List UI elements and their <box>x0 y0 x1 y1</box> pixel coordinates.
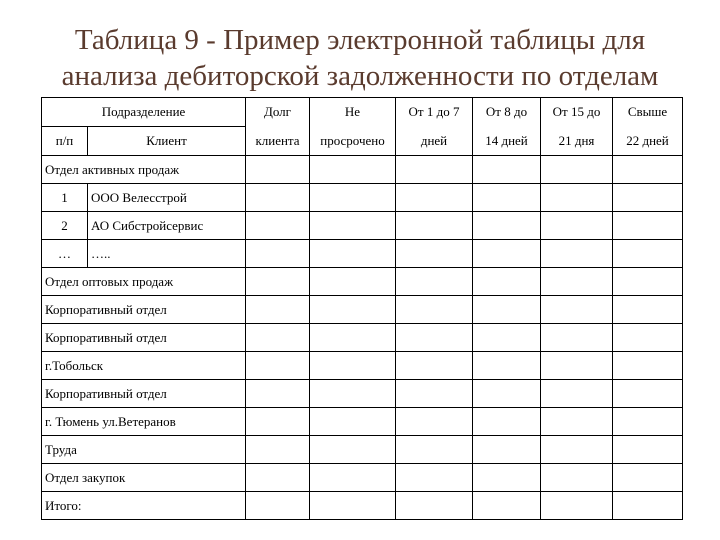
title-line-2: анализа дебиторской задолженности по отделам <box>61 60 659 92</box>
section-label: г.Тобольск <box>42 352 246 380</box>
row-number: 1 <box>42 184 88 212</box>
value-cell <box>541 184 613 212</box>
value-cell <box>613 464 683 492</box>
value-cell <box>613 184 683 212</box>
value-cell <box>310 184 396 212</box>
value-cell <box>396 436 473 464</box>
value-cell <box>396 212 473 240</box>
value-cell <box>246 184 310 212</box>
value-cell <box>613 240 683 268</box>
header-division: Подразделение <box>42 98 246 127</box>
value-cell <box>473 156 541 184</box>
section-label: Отдел активных продаж <box>42 156 246 184</box>
value-cell <box>310 408 396 436</box>
header-over22-2: 22 дней <box>613 127 683 156</box>
value-cell <box>396 184 473 212</box>
value-cell <box>613 268 683 296</box>
value-cell <box>473 436 541 464</box>
value-cell <box>541 240 613 268</box>
client-name: АО Сибстройсервис <box>88 212 246 240</box>
row-number: … <box>42 240 88 268</box>
section-row <box>42 156 683 184</box>
header-overdue-1: Не <box>310 98 396 127</box>
value-cell <box>310 268 396 296</box>
row-number: 2 <box>42 212 88 240</box>
section-row <box>42 408 683 436</box>
value-cell <box>396 324 473 352</box>
section-label: г. Тюмень ул.Ветеранов <box>42 408 246 436</box>
header-overdue-2: просрочено <box>310 127 396 156</box>
value-cell <box>473 380 541 408</box>
value-cell <box>541 296 613 324</box>
value-cell <box>396 464 473 492</box>
value-cell <box>613 296 683 324</box>
section-row <box>42 436 683 464</box>
value-cell <box>246 156 310 184</box>
header-d8-14-2: 14 дней <box>473 127 541 156</box>
value-cell <box>613 436 683 464</box>
receivables-table <box>41 97 683 520</box>
value-cell <box>473 240 541 268</box>
section-row <box>42 352 683 380</box>
header-row-1 <box>42 98 683 127</box>
section-label: Итого: <box>42 492 246 520</box>
client-row <box>42 240 683 268</box>
value-cell <box>396 492 473 520</box>
value-cell <box>246 408 310 436</box>
section-row <box>42 380 683 408</box>
section-row <box>42 268 683 296</box>
section-label: Корпоративный отдел <box>42 296 246 324</box>
header-d1-7-1: От 1 до 7 <box>396 98 473 127</box>
header-debt-1: Долг <box>246 98 310 127</box>
value-cell <box>613 408 683 436</box>
value-cell <box>246 324 310 352</box>
value-cell <box>246 212 310 240</box>
value-cell <box>310 240 396 268</box>
value-cell <box>473 324 541 352</box>
value-cell <box>310 380 396 408</box>
value-cell <box>246 380 310 408</box>
section-label: Отдел оптовых продаж <box>42 268 246 296</box>
value-cell <box>473 212 541 240</box>
header-d8-14-1: От 8 до <box>473 98 541 127</box>
value-cell <box>310 436 396 464</box>
value-cell <box>613 492 683 520</box>
header-client: Клиент <box>88 127 246 156</box>
value-cell <box>473 492 541 520</box>
header-row-2 <box>42 127 683 156</box>
value-cell <box>310 324 396 352</box>
value-cell <box>473 296 541 324</box>
value-cell <box>310 352 396 380</box>
section-row <box>42 296 683 324</box>
client-name: ….. <box>88 240 246 268</box>
value-cell <box>310 156 396 184</box>
value-cell <box>310 296 396 324</box>
value-cell <box>246 352 310 380</box>
value-cell <box>613 212 683 240</box>
header-pp: п/п <box>42 127 88 156</box>
value-cell <box>541 212 613 240</box>
client-row <box>42 212 683 240</box>
value-cell <box>541 436 613 464</box>
value-cell <box>246 240 310 268</box>
value-cell <box>246 464 310 492</box>
value-cell <box>541 156 613 184</box>
value-cell <box>541 464 613 492</box>
value-cell <box>396 296 473 324</box>
value-cell <box>613 352 683 380</box>
value-cell <box>541 408 613 436</box>
section-label: Корпоративный отдел <box>42 324 246 352</box>
value-cell <box>541 380 613 408</box>
section-label: Отдел закупок <box>42 464 246 492</box>
header-d15-21-1: От 15 до <box>541 98 613 127</box>
section-row <box>42 492 683 520</box>
value-cell <box>246 492 310 520</box>
value-cell <box>473 268 541 296</box>
value-cell <box>396 380 473 408</box>
value-cell <box>396 240 473 268</box>
value-cell <box>613 324 683 352</box>
value-cell <box>613 380 683 408</box>
value-cell <box>246 268 310 296</box>
value-cell <box>246 436 310 464</box>
client-name: ООО Велесстрой <box>88 184 246 212</box>
client-row <box>42 184 683 212</box>
header-d15-21-2: 21 дня <box>541 127 613 156</box>
value-cell <box>396 408 473 436</box>
title-line-1: Таблица 9 - Пример электронной таблицы для <box>74 24 646 56</box>
section-row <box>42 464 683 492</box>
value-cell <box>396 156 473 184</box>
value-cell <box>473 464 541 492</box>
value-cell <box>246 296 310 324</box>
page-title <box>0 22 720 94</box>
value-cell <box>396 268 473 296</box>
value-cell <box>541 268 613 296</box>
section-label: Корпоративный отдел <box>42 380 246 408</box>
section-label: Труда <box>42 436 246 464</box>
section-row <box>42 324 683 352</box>
value-cell <box>310 212 396 240</box>
value-cell <box>541 352 613 380</box>
header-over22-1: Свыше <box>613 98 683 127</box>
value-cell <box>473 408 541 436</box>
value-cell <box>310 464 396 492</box>
value-cell <box>473 352 541 380</box>
header-debt-2: клиента <box>246 127 310 156</box>
value-cell <box>473 184 541 212</box>
value-cell <box>396 352 473 380</box>
value-cell <box>310 492 396 520</box>
value-cell <box>613 156 683 184</box>
value-cell <box>541 492 613 520</box>
value-cell <box>541 324 613 352</box>
header-d1-7-2: дней <box>396 127 473 156</box>
